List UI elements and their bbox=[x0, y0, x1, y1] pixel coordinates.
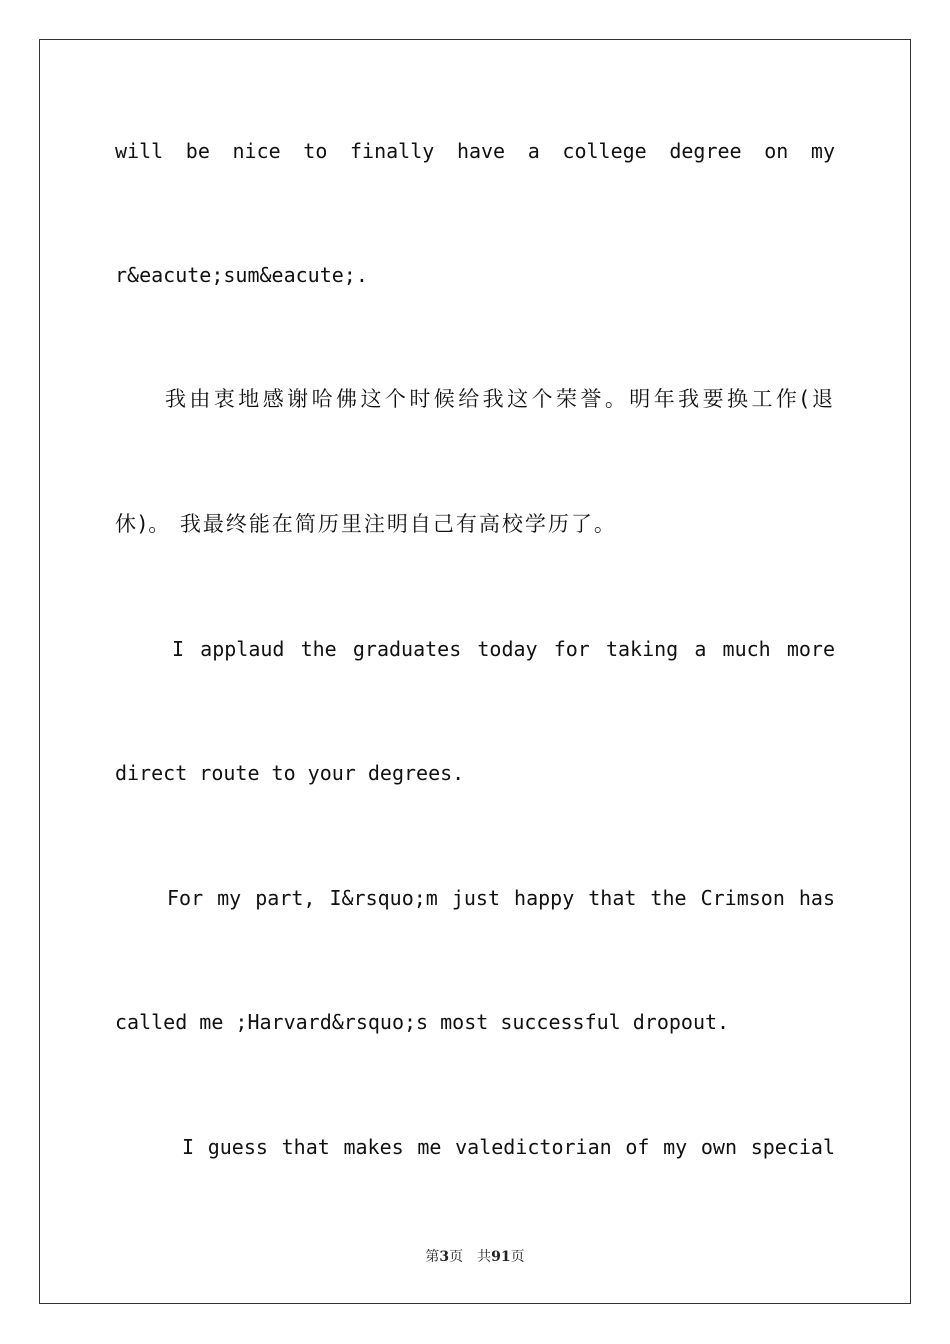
text-line: I guess that makes me valedictorian of my own special bbox=[182, 1135, 835, 1159]
footer-prefix: 第 bbox=[425, 1249, 440, 1265]
current-page-number: 3 bbox=[439, 1249, 450, 1265]
footer-page-suffix: 页 bbox=[449, 1249, 464, 1265]
page-border bbox=[39, 39, 911, 1304]
text-line: 我由衷地感谢哈佛这个时候给我这个荣誉。明年我要换工作(退 bbox=[165, 387, 835, 411]
text-line: direct route to your degrees. bbox=[115, 761, 465, 785]
footer-total-prefix: 共 bbox=[477, 1249, 492, 1265]
text-line: For my part, I&rsquo;m just happy that the Crimson has bbox=[167, 886, 835, 910]
text-line: will be nice to finally have a college degree on my bbox=[115, 139, 835, 163]
text-line: r&eacute;sum&eacute;. bbox=[115, 263, 368, 287]
page-footer bbox=[0, 1246, 950, 1266]
total-pages-number: 91 bbox=[491, 1249, 511, 1265]
text-line: called me ;Harvard&rsquo;s most successful dropout. bbox=[115, 1010, 730, 1034]
text-line: 休)。 我最终能在简历里注明自己有高校学历了。 bbox=[115, 512, 617, 536]
text-line: I applaud the graduates today for taking a much more bbox=[172, 637, 835, 661]
footer-total-suffix: 页 bbox=[510, 1249, 525, 1265]
